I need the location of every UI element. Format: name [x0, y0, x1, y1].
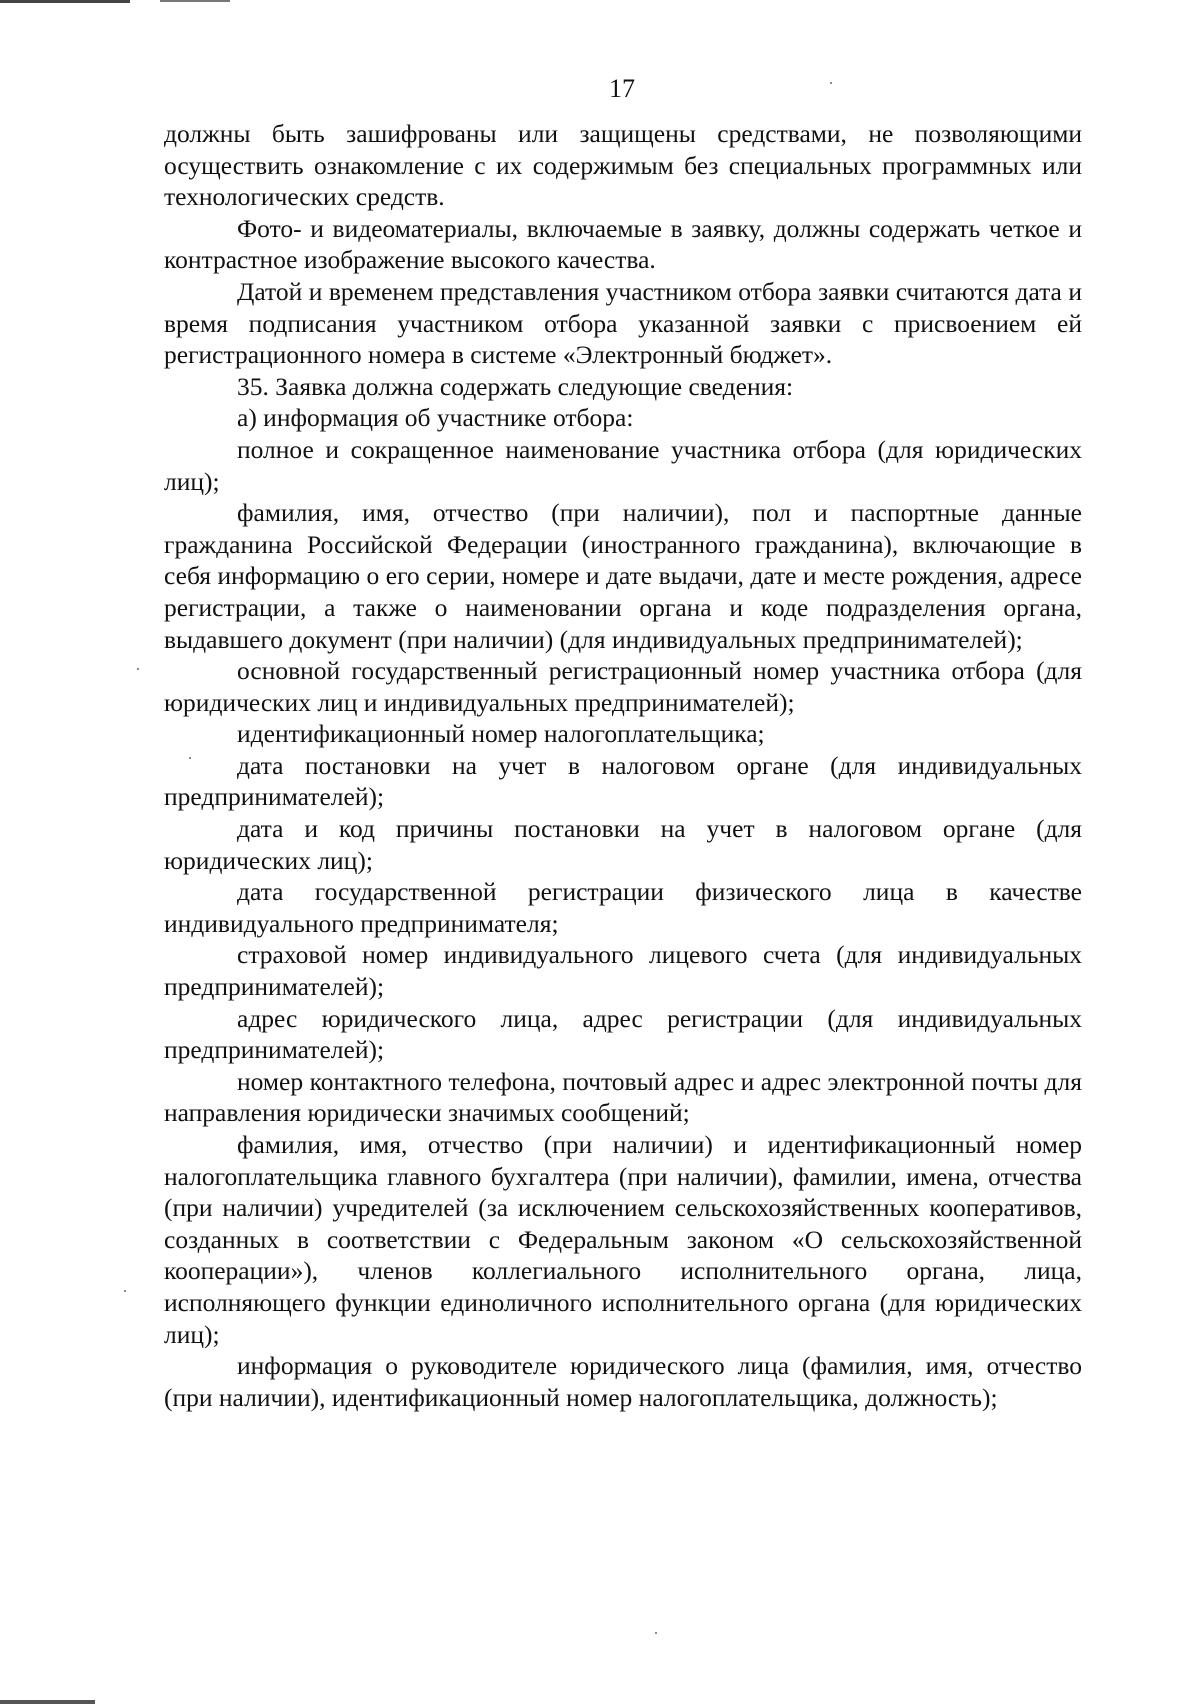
- scan-edge-mark: [0, 0, 130, 3]
- scan-speck: [124, 1290, 126, 1292]
- paragraph: дата постановки на учет в налоговом органе (для индивидуальных предпринимателей);: [164, 750, 1082, 812]
- paragraph: Датой и временем представления участником отбора заявки считаются дата и время подписания участником отбора указанной заявки с присвоением ей регистрационного номера в системе «Электронный бюджет».: [164, 276, 1082, 370]
- paragraph: фамилия, имя, отчество (при наличии) и идентификационный номер налогоплательщика главного бухгалтера (при наличии), фамилии, имена, отчества (при наличии) учредителей (за исключением сельскохозяйственных кооперативов, созданных в соответствии с Федеральным законом «О сельскохозяйственной кооперации»), членов коллегиального исполнительного органа, лица, исполняющего функции единоличного исполнительного органа (для юридических лиц);: [164, 1130, 1082, 1349]
- scan-edge-mark: [0, 1700, 95, 1704]
- paragraph: полное и сокращенное наименование участника отбора (для юридических лиц);: [164, 434, 1082, 496]
- paragraph: фамилия, имя, отчество (при наличии), пол и паспортные данные гражданина Российской Федерации (иностранного гражданина), включающие в себя информацию о его серии, номере и дате выдачи, дате и месте рождения, адресе регистрации, а также о наименовании органа и коде подразделения органа, выдавшего документ (при наличии) (для индивидуальных предпринимателей);: [164, 498, 1082, 654]
- paragraph: дата государственной регистрации физического лица в качестве индивидуального предпринимателя;: [164, 877, 1082, 938]
- paragraph: должны быть зашифрованы или защищены средствами, не позволяющими осуществить ознакомление с их содержимым без специальных программных или технологических средств.: [164, 119, 1082, 212]
- scan-speck: [137, 668, 139, 670]
- paragraph: идентификационный номер налогоплательщика;: [237, 719, 765, 749]
- paragraph: информация о руководителе юридического лица (фамилия, имя, отчество (при наличии), идентификационный номер налогоплательщика, должность);: [164, 1351, 1082, 1412]
- paragraph: номер контактного телефона, почтовый адрес и адрес электронной почты для направления юридически значимых сообщений;: [164, 1066, 1082, 1128]
- paragraph: Фото- и видеоматериалы, включаемые в заявку, должны содержать четкое и контрастное изображение высокого качества.: [164, 213, 1082, 275]
- scan-edge-mark: [160, 0, 230, 2]
- paragraph: а) информация об участнике отбора:: [237, 403, 634, 433]
- paragraph: основной государственный регистрационный номер участника отбора (для юридических лиц и индивидуальных предпринимателей);: [164, 656, 1082, 717]
- paragraph: адрес юридического лица, адрес регистрации (для индивидуальных предпринимателей);: [164, 1003, 1082, 1065]
- scan-speck: [655, 1632, 657, 1634]
- paragraph: 35. Заявка должна содержать следующие сведения:: [237, 371, 794, 401]
- paragraph: страховой номер индивидуального лицевого счета (для индивидуальных предпринимателей);: [164, 940, 1082, 1002]
- page-number: 17: [609, 74, 635, 103]
- paragraph: дата и код причины постановки на учет в налоговом органе (для юридических лиц);: [164, 814, 1082, 875]
- document-body: [164, 118, 1082, 1413]
